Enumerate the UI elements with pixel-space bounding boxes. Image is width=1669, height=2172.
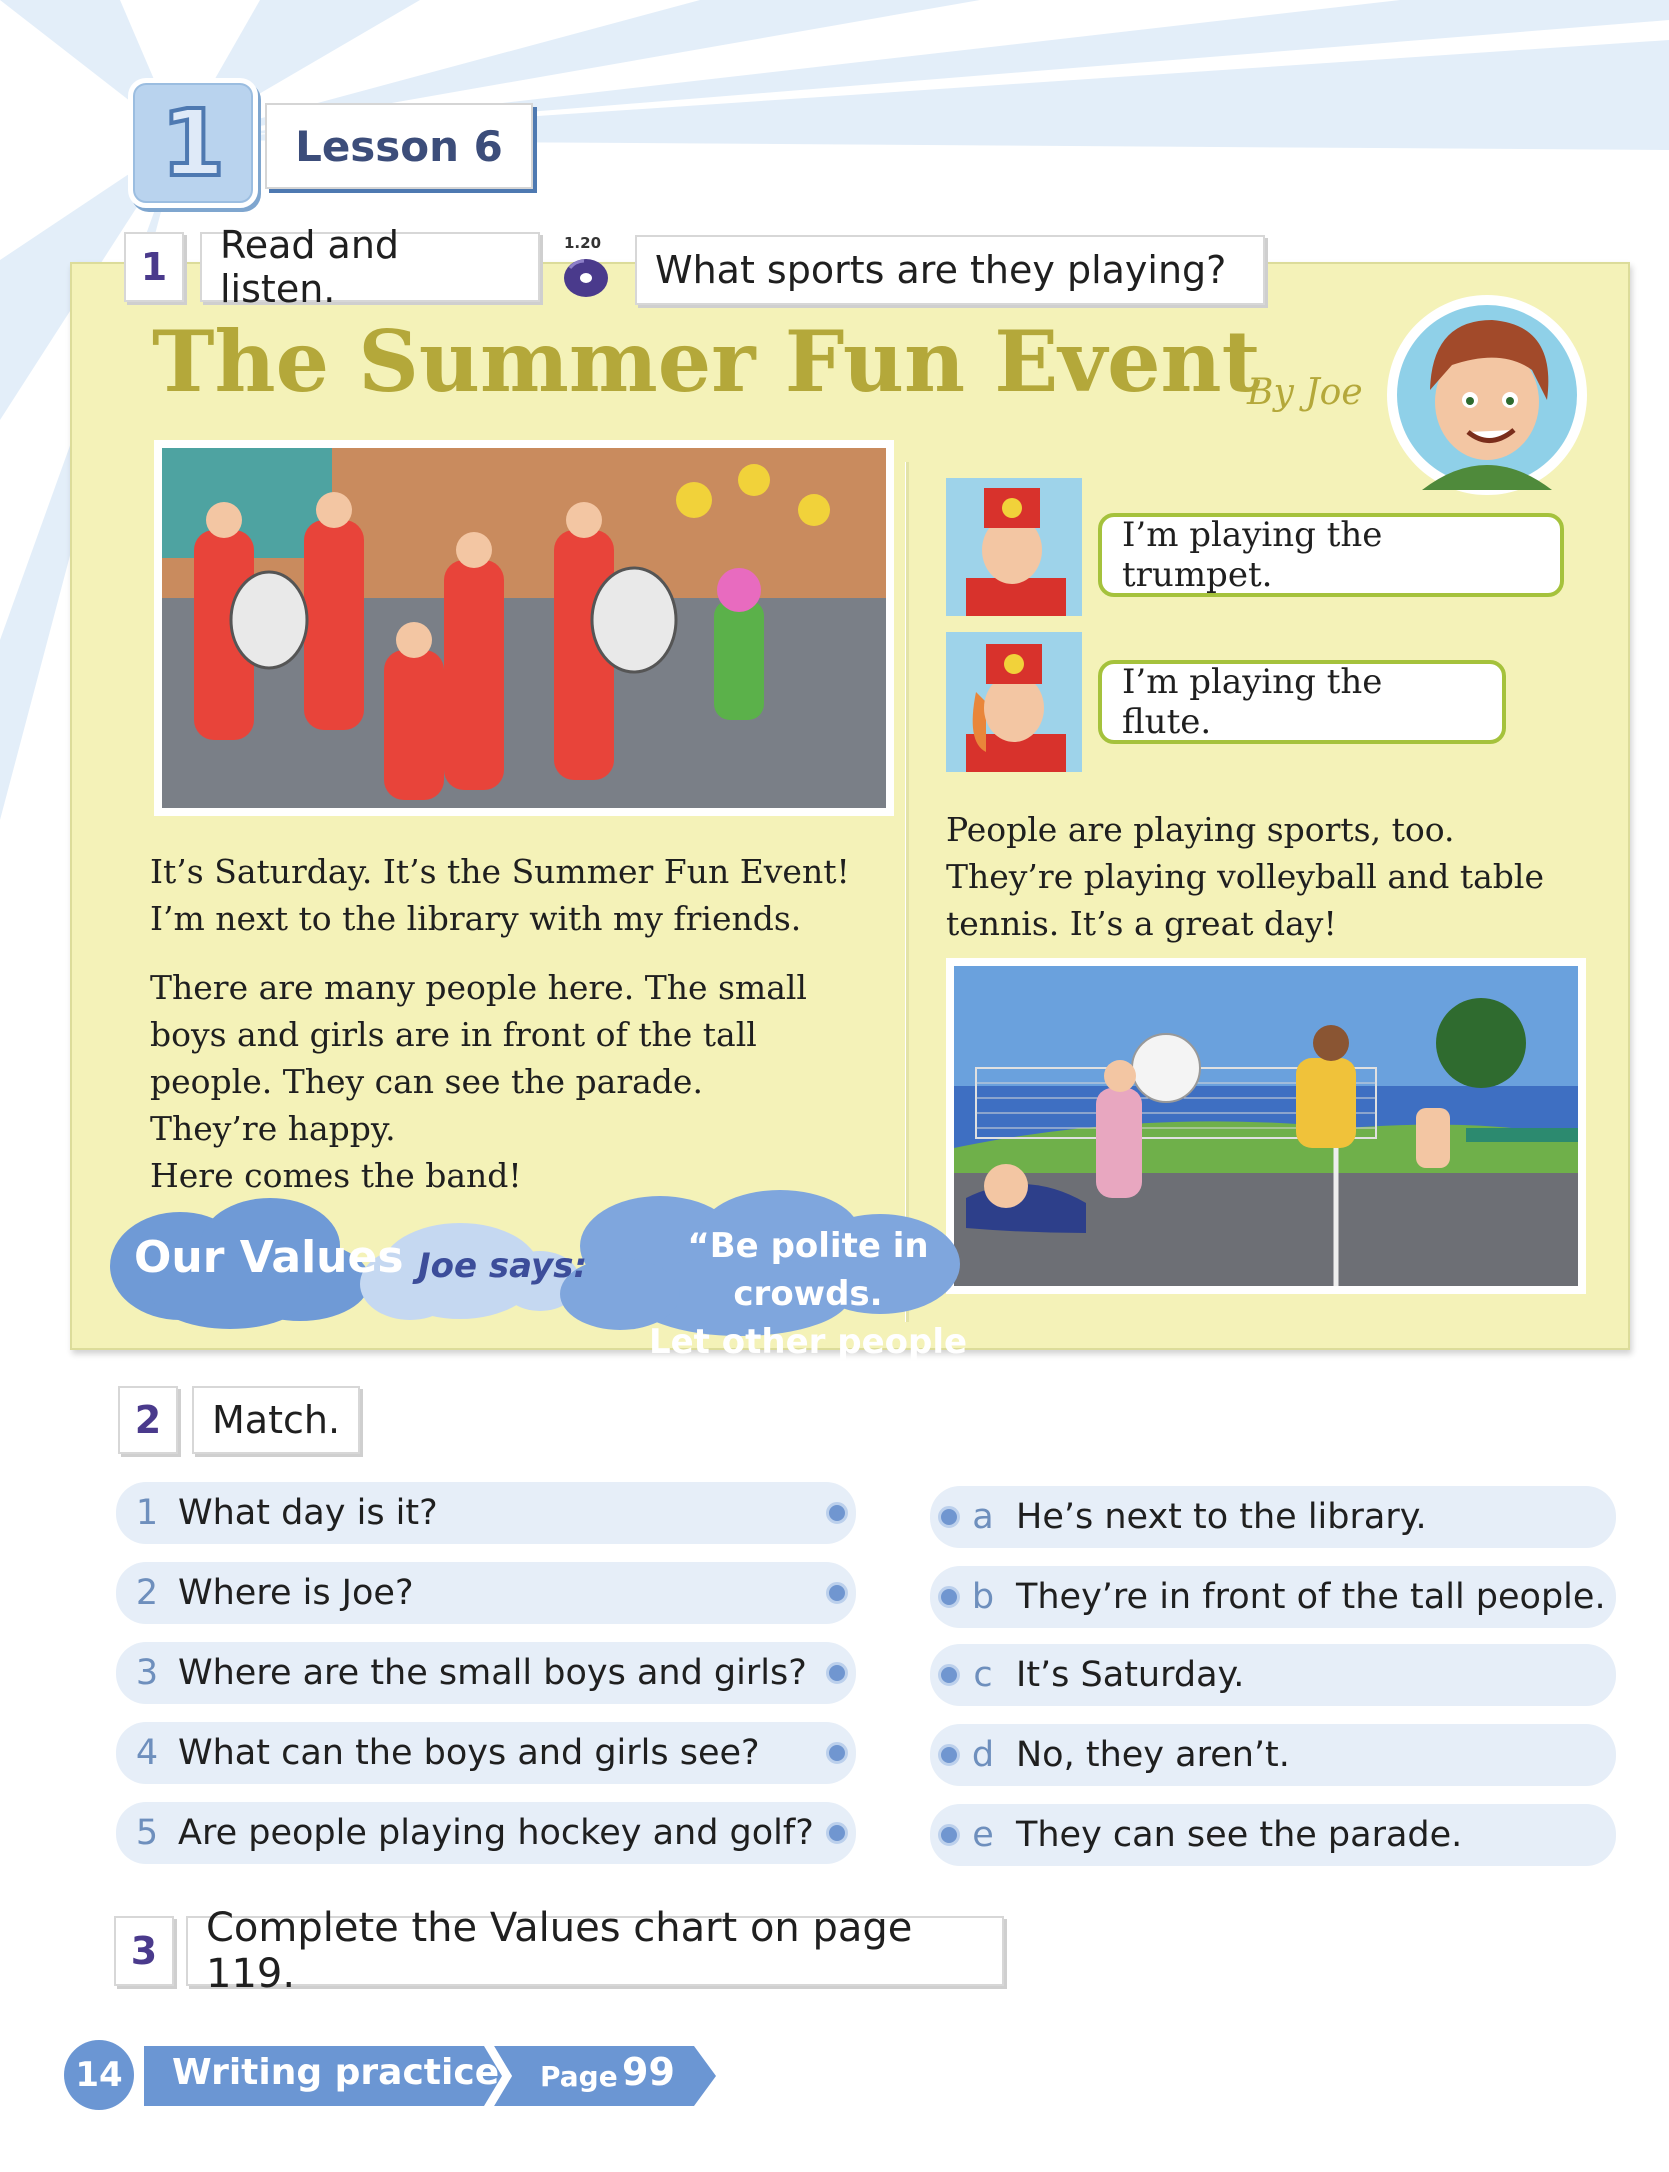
answer-row bbox=[930, 1566, 1616, 1628]
flute-player-image bbox=[946, 632, 1082, 772]
story-line: They’re playing volleyball and table bbox=[946, 857, 1545, 896]
question-number: 5 bbox=[135, 1813, 159, 1853]
values-quote-line: Let other people see.” bbox=[648, 1322, 968, 1410]
story-line: Here comes the band! bbox=[150, 1156, 522, 1195]
answer-letter: a bbox=[972, 1497, 994, 1537]
question-text: Are people playing hockey and golf? bbox=[178, 1813, 814, 1853]
match-dot-left[interactable] bbox=[826, 1502, 848, 1524]
writing-practice-label: Writing practice bbox=[172, 2052, 500, 2093]
answer-row bbox=[930, 1804, 1616, 1866]
match-dot-left[interactable] bbox=[826, 1822, 848, 1844]
story-line: There are many people here. The small bbox=[150, 968, 807, 1007]
story-title: The Summer Fun Event bbox=[152, 312, 1261, 411]
match-dot-right[interactable] bbox=[938, 1664, 960, 1686]
answer-row bbox=[930, 1486, 1616, 1548]
question-row bbox=[116, 1722, 856, 1784]
page-ref-prefix: Page bbox=[540, 2060, 618, 2093]
trumpet-speech-bubble: I’m playing the trumpet. bbox=[1098, 513, 1564, 597]
answer-row bbox=[930, 1724, 1616, 1786]
page-ref-number: 99 bbox=[622, 2050, 675, 2094]
question-row bbox=[116, 1562, 856, 1624]
answer-letter: c bbox=[973, 1655, 993, 1695]
question-text: What can the boys and girls see? bbox=[178, 1733, 760, 1773]
answer-letter: e bbox=[972, 1815, 994, 1855]
unit-badge bbox=[128, 78, 258, 208]
question-number: 1 bbox=[135, 1493, 159, 1533]
exercise2-instruction: Match. bbox=[192, 1386, 360, 1454]
match-dot-right[interactable] bbox=[938, 1824, 960, 1846]
story-byline: By Joe bbox=[1247, 372, 1363, 413]
exercise1-number: 1 bbox=[124, 232, 184, 302]
lesson-label: Lesson 6 bbox=[295, 121, 503, 171]
question-number: 4 bbox=[135, 1733, 159, 1773]
answer-text: They’re in front of the tall people. bbox=[1016, 1577, 1606, 1617]
question-row bbox=[116, 1642, 856, 1704]
values-quote bbox=[618, 1222, 998, 1414]
exercise1-question: What sports are they playing? bbox=[635, 235, 1265, 305]
our-values-label: Our Values bbox=[134, 1232, 404, 1283]
answer-text: It’s Saturday. bbox=[1016, 1655, 1245, 1695]
story-line: They’re happy. bbox=[150, 1109, 396, 1148]
audio-cd-icon bbox=[562, 254, 610, 298]
match-dot-left[interactable] bbox=[826, 1582, 848, 1604]
match-dot-left[interactable] bbox=[826, 1742, 848, 1764]
question-text: Where is Joe? bbox=[178, 1573, 414, 1613]
answer-text: He’s next to the library. bbox=[1016, 1497, 1427, 1537]
question-text: What day is it? bbox=[178, 1493, 438, 1533]
values-quote-line: “Be polite in crowds. bbox=[687, 1226, 929, 1314]
story-line: It’s Saturday. It’s the Summer Fun Event! bbox=[150, 852, 850, 891]
joe-avatar bbox=[1382, 290, 1592, 500]
answer-letter: d bbox=[971, 1735, 995, 1775]
exercise1-instruction: Read and listen. bbox=[200, 232, 540, 302]
unit-number: 1 bbox=[160, 89, 225, 197]
match-dot-right[interactable] bbox=[938, 1586, 960, 1608]
answer-row bbox=[930, 1644, 1616, 1706]
lesson-tag bbox=[265, 103, 533, 189]
answer-text: No, they aren’t. bbox=[1016, 1735, 1290, 1775]
page-number-badge bbox=[64, 2040, 134, 2110]
match-dot-left[interactable] bbox=[826, 1662, 848, 1684]
question-row bbox=[116, 1482, 856, 1544]
flute-speech-bubble: I’m playing the flute. bbox=[1098, 660, 1506, 744]
story-line: People are playing sports, too. bbox=[946, 810, 1455, 849]
match-dot-right[interactable] bbox=[938, 1744, 960, 1766]
question-text: Where are the small boys and girls? bbox=[178, 1653, 807, 1693]
exercise2-number: 2 bbox=[118, 1386, 178, 1454]
story-line: I’m next to the library with my friends. bbox=[150, 899, 802, 938]
audio-track-number: 1.20 bbox=[564, 234, 602, 252]
story-line: boys and girls are in front of the tall bbox=[150, 1015, 757, 1054]
audio-track[interactable] bbox=[560, 234, 612, 300]
story-paragraph-3 bbox=[946, 806, 1606, 947]
story-paragraph-1 bbox=[150, 848, 890, 942]
sports-illustration bbox=[946, 958, 1586, 1294]
match-dot-right[interactable] bbox=[938, 1506, 960, 1528]
story-line: people. They can see the parade. bbox=[150, 1062, 703, 1101]
exercise3-number: 3 bbox=[114, 1916, 174, 1986]
values-speaker: Joe says: bbox=[418, 1246, 588, 1286]
question-number: 2 bbox=[135, 1573, 159, 1613]
trumpet-player-image bbox=[946, 478, 1082, 616]
parade-illustration bbox=[154, 440, 894, 816]
story-line: tennis. It’s a great day! bbox=[946, 904, 1337, 943]
question-number: 3 bbox=[135, 1653, 159, 1693]
question-row bbox=[116, 1802, 856, 1864]
answer-letter: b bbox=[971, 1577, 995, 1617]
exercise3-instruction: Complete the Values chart on page 119. bbox=[186, 1916, 1004, 1986]
answer-text: They can see the parade. bbox=[1016, 1815, 1463, 1855]
story-paragraph-2 bbox=[150, 964, 890, 1199]
page-number: 14 bbox=[75, 2055, 123, 2095]
